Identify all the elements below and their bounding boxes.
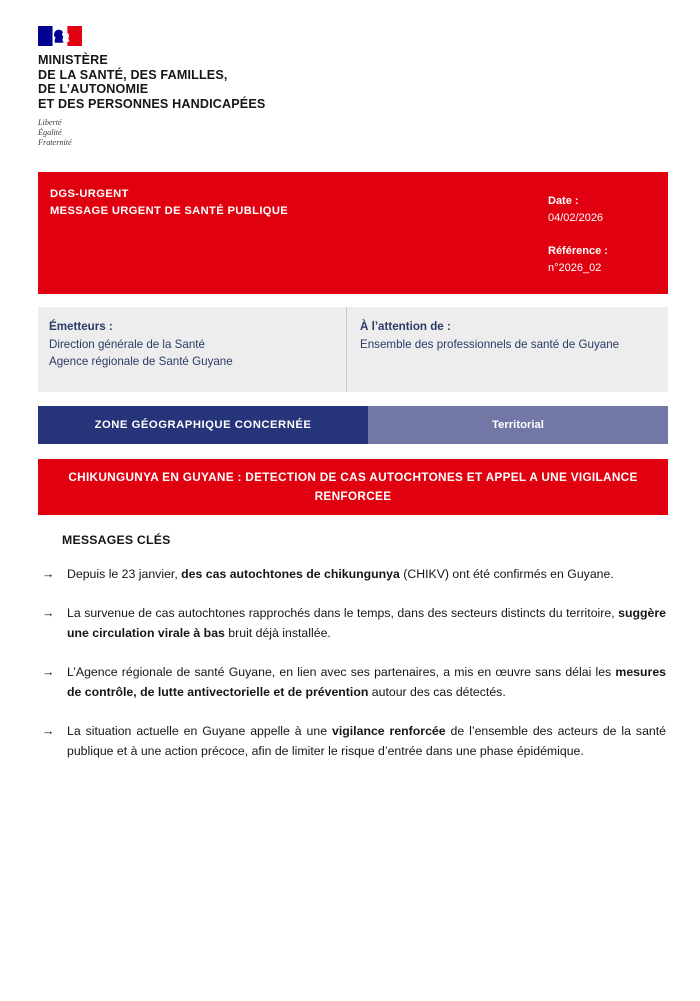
key-message-item (38, 564, 668, 585)
ministry-name (38, 53, 458, 111)
ministry-name-line-2: DE LA SANTÉ, DES FAMILLES, (38, 67, 228, 82)
document-body (38, 533, 668, 762)
key-message-segment: L’Agence régionale de santé Guyane, en lien avec ses partenaires, a mis en œuvre sans délai les (67, 664, 616, 679)
republic-motto (38, 118, 458, 147)
sender-recipient-box (38, 307, 668, 392)
key-messages-list (38, 564, 668, 762)
ministry-name-line-3: DE L’AUTONOMIE (38, 82, 149, 97)
urgent-header-meta (548, 193, 658, 276)
attention-column (346, 307, 668, 392)
key-message-emphasis: suggère une circulation virale à bas (67, 605, 666, 640)
urgent-message-label: MESSAGE URGENT DE SANTÉ PUBLIQUE (50, 204, 289, 217)
emitters-label: Émetteurs : (49, 320, 113, 333)
attention-line-1: Ensemble des professionnels de santé de Guyane (360, 337, 620, 351)
key-message-text (67, 724, 666, 759)
dgs-urgent-label: DGS-URGENT (50, 188, 129, 200)
motto-line-egalite: Égalité (38, 127, 62, 137)
ministry-name-line-4: ET DES PERSONNES HANDICAPÉES (38, 96, 266, 111)
urgent-header-titles (50, 186, 288, 219)
key-message-text (67, 665, 666, 700)
attention-label: À l’attention de : (360, 320, 451, 333)
key-message-text (67, 567, 614, 581)
geographic-zone-label: ZONE GÉOGRAPHIQUE CONCERNÉE (38, 406, 368, 444)
geographic-zone-bar (38, 406, 668, 444)
ministry-header (38, 26, 458, 147)
key-message-item (38, 603, 668, 644)
arrow-right-icon: → (42, 567, 55, 581)
reference-value: n°2026_02 (548, 261, 602, 274)
key-message-segment: La survenue de cas autochtones rapprochés dans le temps, dans des secteurs distincts du territoire, (67, 605, 619, 620)
reference-label: Référence : (548, 245, 608, 257)
emitter-line-1: Direction générale de la Santé (49, 337, 205, 351)
emitters-column (38, 307, 346, 392)
key-message-segment: (CHIKV) ont été confirmés en Guyane. (399, 567, 614, 581)
key-message-emphasis: vigilance renforcée (332, 723, 446, 738)
arrow-right-icon: → (42, 723, 55, 738)
key-message-segment: La situation actuelle en Guyane appelle à une (67, 723, 332, 738)
ministry-name-line-1: MINISTÈRE (38, 53, 108, 67)
arrow-right-icon: → (42, 664, 55, 679)
motto-line-fraternite: Fraternité (38, 137, 72, 147)
key-message-item (38, 662, 668, 703)
key-message-text (67, 606, 666, 641)
arrow-right-icon: → (42, 605, 55, 620)
date-label: Date : (548, 195, 579, 207)
motto-line-liberte: Liberté (38, 118, 62, 128)
key-message-emphasis: des cas autochtones de chikungunya (181, 567, 400, 581)
urgent-header-banner (38, 172, 668, 294)
date-value: 04/02/2026 (548, 211, 604, 224)
emitter-line-2: Agence régionale de Santé Guyane (49, 355, 233, 368)
key-message-item (38, 721, 668, 762)
french-flag-marianne-icon (38, 26, 82, 46)
key-message-segment: Depuis le 23 janvier, (67, 567, 182, 581)
section-title-messages-cles: MESSAGES CLÉS (62, 533, 171, 547)
key-message-emphasis: mesures de contrôle, de lutte antivectorielle et de prévention (67, 664, 666, 699)
key-message-segment: autour des cas détectés. (368, 685, 506, 699)
key-message-segment: de l’ensemble des acteurs de la santé publique et à une action précoce, afin de limiter le risque d’entrée dans une phase épidémique. (67, 723, 667, 758)
geographic-zone-value: Territorial (368, 406, 668, 444)
document-title-banner: CHIKUNGUNYA EN GUYANE : DETECTION DE CAS AUTOCHTONES ET APPEL A UNE VIGILANCE RENFORCEE (38, 459, 668, 515)
key-message-segment: bruit déjà installée. (224, 626, 331, 640)
